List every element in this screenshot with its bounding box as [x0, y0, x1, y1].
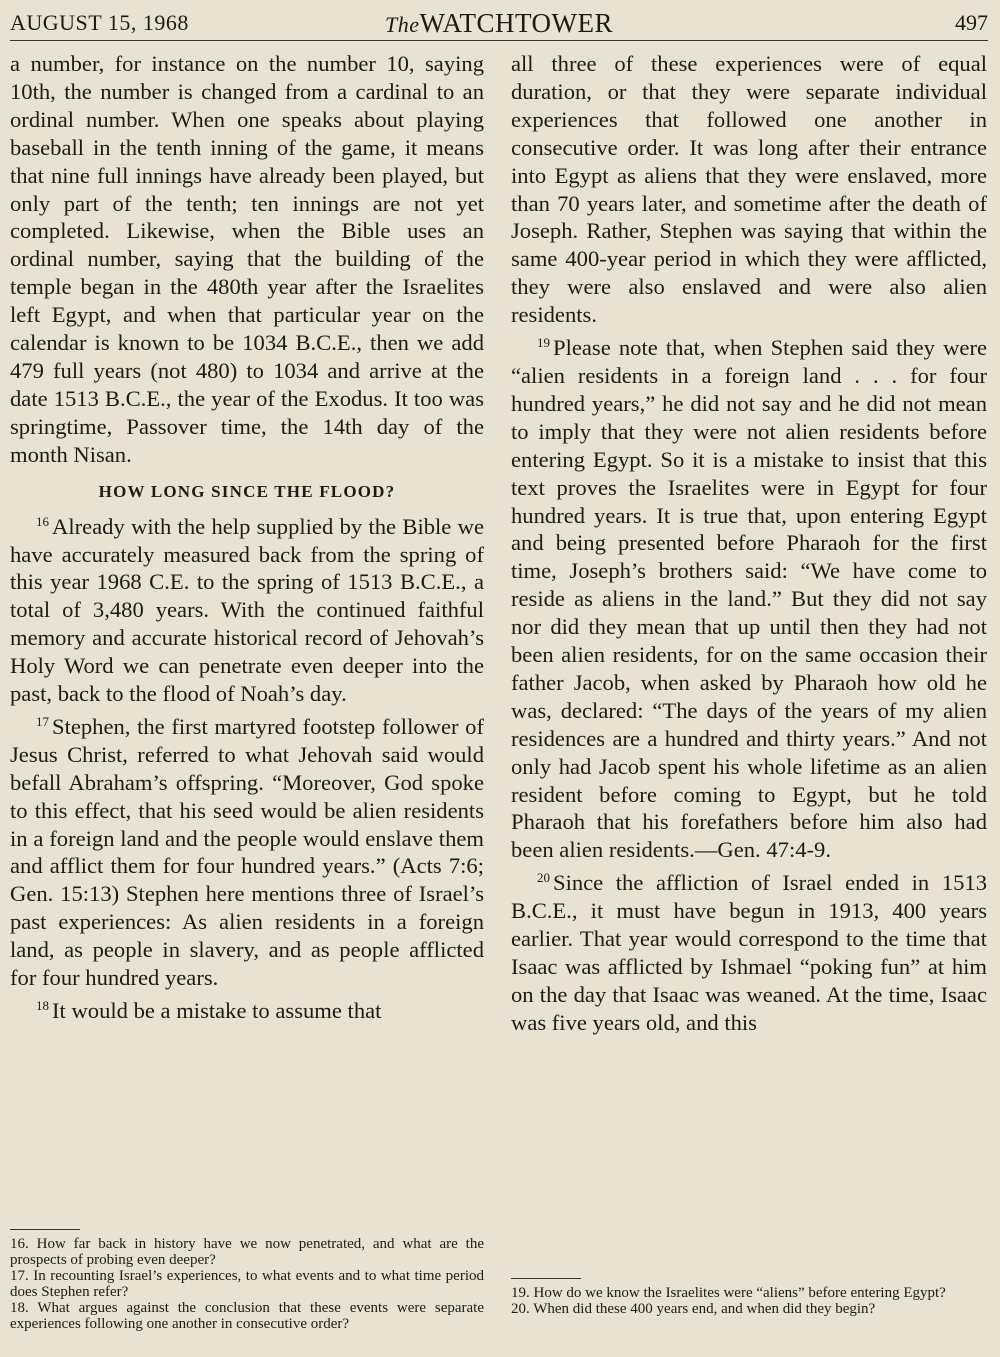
running-header	[10, 6, 988, 40]
issue-date: AUGUST 15, 1968	[10, 10, 189, 35]
paragraph-text: Please note that, when Stephen said they were “alien residents in a foreign land . . . for four hundred years,” he did not say and he did not mean to imply that they were not alien residents before entering Egypt. So it is a mistake to insist that this text proves the Israelites were in Egypt for four hundred years. It is true that, upon entering Egypt and being presented before Pharaoh for the first time, Joseph’s brothers said: “We have come to reside as aliens in the land.” But they did not say nor did they mean that up until then they had not been alien residents, for on the same occasion their father Jacob, when asked by Pharaoh how old he was, declared: “The days of the years of my alien residences are a hundred and thirty years.” And not only had Jacob spent his whole lifetime as an alien resident before coming to Egypt, but he told Pharaoh that his forefathers before him also had been alien residents.—Gen. 47:4-9.	[511, 335, 987, 863]
paragraph-20	[511, 864, 987, 1036]
paragraph-18	[10, 992, 484, 1025]
study-question: 19. How do we know the Israelites were “aliens” before entering Egypt?	[511, 1285, 946, 1301]
paragraph-number: 17	[36, 713, 49, 729]
left-column	[10, 50, 484, 1025]
page-number: 497	[955, 10, 988, 35]
study-questions-right	[511, 1285, 987, 1317]
masthead-title: WATCHTOWER	[419, 8, 613, 38]
paragraph-number: 18	[36, 998, 49, 1013]
paragraph-number: 19	[537, 335, 550, 351]
paragraph-text: Stephen, the first martyred footstep follower of Jesus Christ, referred to what Jehovah said would befall Abraham’s offspring. “Moreover, God spoke to this effect, that his seed would be alien residents in a foreign land and the people would enslave them and afflict them for four hundred years.” (Acts 7:6; Gen. 15:13) Stephen here mentions three of Israel’s past experiences: As alien residents in a foreign land, as people in slavery, and as people afflicted for four hundred years.	[10, 713, 484, 991]
paragraph-number: 16	[36, 513, 49, 529]
paragraph-19	[511, 329, 987, 864]
study-questions-left	[10, 1236, 484, 1332]
masthead	[10, 8, 988, 39]
right-column	[511, 50, 987, 1037]
paragraph-16	[10, 508, 484, 708]
paragraph-17	[10, 708, 484, 992]
study-question: 16. How far back in history have we now penetrated, and what are the prospects of probing even deeper?	[10, 1236, 484, 1268]
study-question: 18. What argues against the conclusion that these events were separate experiences following one another in consecutive order?	[10, 1300, 484, 1332]
paragraph-text: Since the affliction of Israel ended in 1513 B.C.E., it must have begun in 1913, 400 years earlier. That year would correspond to the time that Isaac was afflicted by Ishmael “poking fun” at him on the day that Isaac was weaned. At the time, Isaac was five years old, and this	[511, 870, 987, 1035]
paragraph-18-continued: all three of these experiences were of equal duration, or that they were separate individual experiences that followed one another in consecutive order. It was long after their entrance into Egypt as aliens that they were enslaved, more than 70 years later, and sometime after the death of Joseph. Rather, Stephen was saying that within the same 400-year period in which they were afflicted, they were also enslaved and were also alien residents.	[511, 51, 987, 328]
paragraph-number: 20	[537, 870, 550, 886]
study-question: 20. When did these 400 years end, and when did they begin?	[511, 1301, 876, 1317]
footnote-rule	[10, 1229, 80, 1230]
paragraph-15-continued: a number, for instance on the number 10, saying 10th, the number is changed from a cardinal to an ordinal number. When one speaks about playing baseball in the tenth inning of the game, it means that nine full innings have already been played, but only part of the tenth; ten innings are not yet completed. Likewise, when the Bible uses an ordinal number, saying that the building of the temple began in the 480th year after the Israelites left Egypt, and when that particular year on the calendar is known to be 1034 B.C.E., then we add 479 full years (not 480) to 1034 and arrive at the date 1513 B.C.E., the year of the Exodus. It too was springtime, Passover time, the 14th day of the month Nisan.	[10, 51, 484, 467]
paragraph-text: It would be a mistake to assume that	[52, 998, 382, 1023]
masthead-the: The	[385, 12, 420, 37]
study-question: 17. In recounting Israel’s experiences, to what events and to what time period does Stephen refer?	[10, 1268, 484, 1300]
footnote-rule	[511, 1278, 581, 1279]
paragraph-text: Already with the help supplied by the Bible we have accurately measured back from the spring of this year 1968 C.E. to the spring of 1513 B.C.E., a total of 3,480 years. With the continued faithful memory and accurate historical record of Jehovah’s Holy Word we can penetrate even deeper into the past, back to the flood of Noah’s day.	[10, 513, 484, 707]
header-rule	[10, 40, 988, 41]
subheading: HOW LONG SINCE THE FLOOD?	[98, 481, 396, 501]
